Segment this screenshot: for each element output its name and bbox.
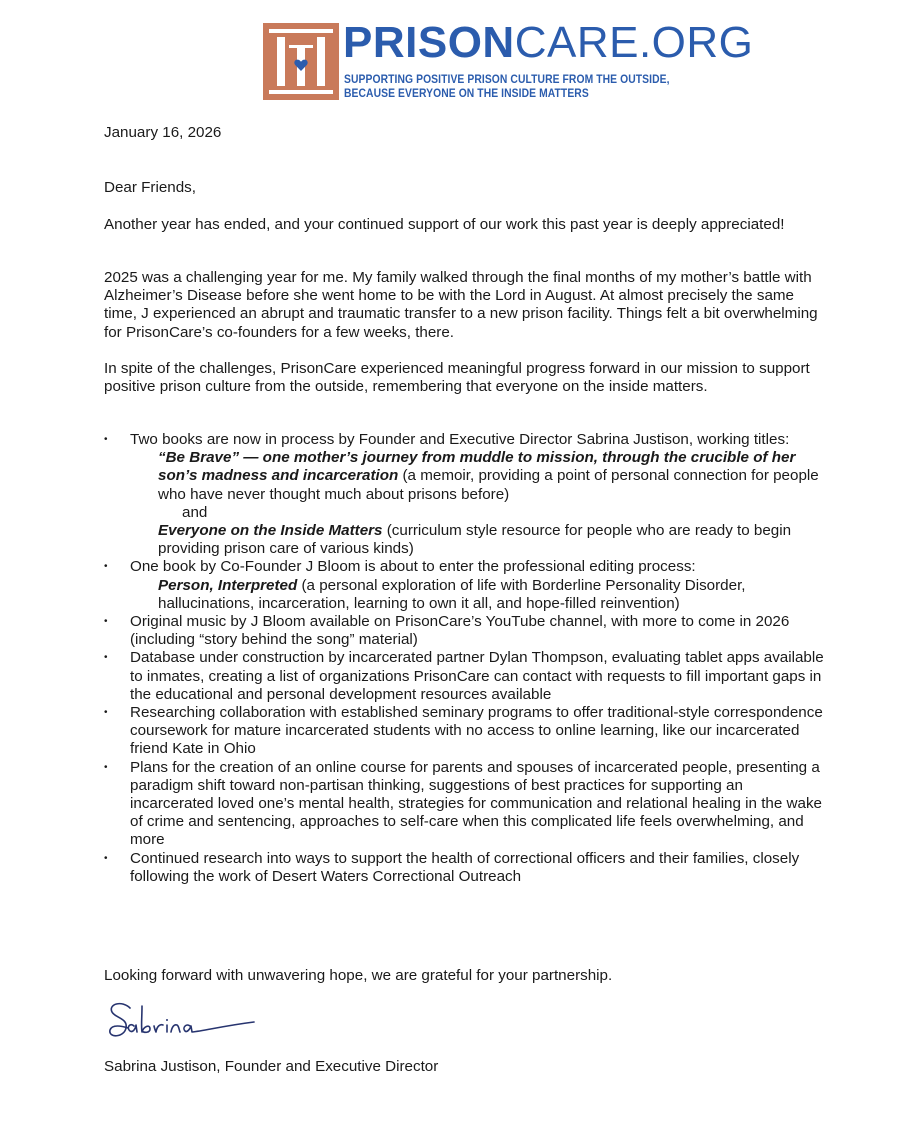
list-item-online-course xyxy=(104,759,824,850)
brand-name-part1: PRISON xyxy=(343,18,515,67)
signature-icon xyxy=(104,998,268,1044)
bullet-icon: • xyxy=(104,652,108,664)
list-item-music xyxy=(104,613,824,649)
bullet-icon: • xyxy=(104,761,108,773)
book-description: (a memoir, providing a point of personal connection for people who have never thought much about prisons before) xyxy=(158,467,819,503)
tagline-line2: BECAUSE EVERYONE ON THE INSIDE MATTERS xyxy=(344,86,589,100)
book-entry-be-brave xyxy=(130,449,824,504)
book-entry-person-interpreted xyxy=(130,577,824,613)
paragraph-1: Another year has ended, and your continued support of our work this past year is deeply appreciated! xyxy=(104,216,785,233)
list-item-text: Original music by J Bloom available on PrisonCare’s YouTube channel, with more to come in 2026 (including “story behind the song” material) xyxy=(130,613,790,649)
prisoncare-logo-icon xyxy=(263,23,339,100)
tagline-line1: SUPPORTING POSITIVE PRISON CULTURE FROM THE OUTSIDE, xyxy=(344,72,670,86)
list-item-text: Two books are now in process by Founder and Executive Director Sabrina Justison, working titles: xyxy=(130,431,790,448)
paragraph-3: In spite of the challenges, PrisonCare experienced meaningful progress forward in our mission to support positive prison culture from the outside, remembering that everyone on the inside matters. xyxy=(104,360,810,396)
bullet-icon: • xyxy=(104,561,108,573)
list-item-database xyxy=(104,649,824,704)
list-item-text: Researching collaboration with established seminary programs to offer traditional-style correspondence coursework for mature incarcerated students with no access to online learning, like our incarcerated friend Kate in Ohio xyxy=(130,704,823,758)
book-description: (curriculum style resource for people who are ready to begin providing prison care of various kinds) xyxy=(158,522,792,558)
brand-name xyxy=(343,20,753,66)
signer-name: Sabrina Justison, Founder and Executive Director xyxy=(104,1058,439,1075)
list-item-books xyxy=(104,431,824,558)
book-description: (a personal exploration of life with Borderline Personality Disorder, hallucinations, incarceration, learning to own it all, and hope-filled reinvention) xyxy=(158,576,746,612)
book-title: “Be Brave” — one mother’s journey from muddle to mission, through the crucible of her son’s madness and incarceration xyxy=(158,449,796,485)
bullet-icon: • xyxy=(104,852,108,864)
heart-icon xyxy=(294,59,308,72)
bullet-icon: • xyxy=(104,616,108,628)
letter-date: January 16, 2026 xyxy=(104,124,222,141)
book-title: Person, Interpreted xyxy=(158,576,298,594)
brand-name-part2: CARE.ORG xyxy=(514,18,754,67)
list-item-officers xyxy=(104,850,824,886)
book-entry-everyone-inside xyxy=(130,522,824,558)
list-item-text: Database under construction by incarcerated partner Dylan Thompson, evaluating tablet apps available to inmates, creating a list of organizations PrisonCare can contact with requests to fill important gaps in the educational and personal development resources available xyxy=(130,649,824,703)
list-item-editing xyxy=(104,558,824,613)
list-item-seminary xyxy=(104,704,824,759)
bullet-icon: • xyxy=(104,434,108,445)
list-item-text: Continued research into ways to support the health of correctional officers and their families, closely following the work of Desert Waters Correctional Outreach xyxy=(130,849,800,885)
closing-line: Looking forward with unwavering hope, we are grateful for your partnership. xyxy=(104,967,613,984)
tagline xyxy=(344,72,670,100)
list-item-text: Plans for the creation of an online course for parents and spouses of incarcerated people, presenting a paradigm shift toward non-partisan thinking, suggestions of best practices for supporting an incarcerated loved one’s mental health, strategies for communication and relational healing in the wake of crime and sentencing, approaches to self-care when this complicated life feels overwhelming, and more xyxy=(130,758,823,849)
letter-greeting: Dear Friends, xyxy=(104,179,197,196)
conjunction-text: and xyxy=(182,503,208,521)
bullet-icon: • xyxy=(104,707,108,719)
book-title: Everyone on the Inside Matters xyxy=(158,522,383,540)
list-item-text: One book by Co-Founder J Bloom is about to enter the professional editing process: xyxy=(130,558,696,576)
progress-list xyxy=(104,431,824,886)
paragraph-2: 2025 was a challenging year for me. My family walked through the final months of my mother’s battle with Alzheimer’s Disease before she went home to be with the Lord in August. At almost precisely the same time, J experienced an abrupt and traumatic transfer to a new prison facility. Things felt a bit overwhelming for PrisonCare’s co-founders for a few weeks, there. xyxy=(104,269,818,341)
